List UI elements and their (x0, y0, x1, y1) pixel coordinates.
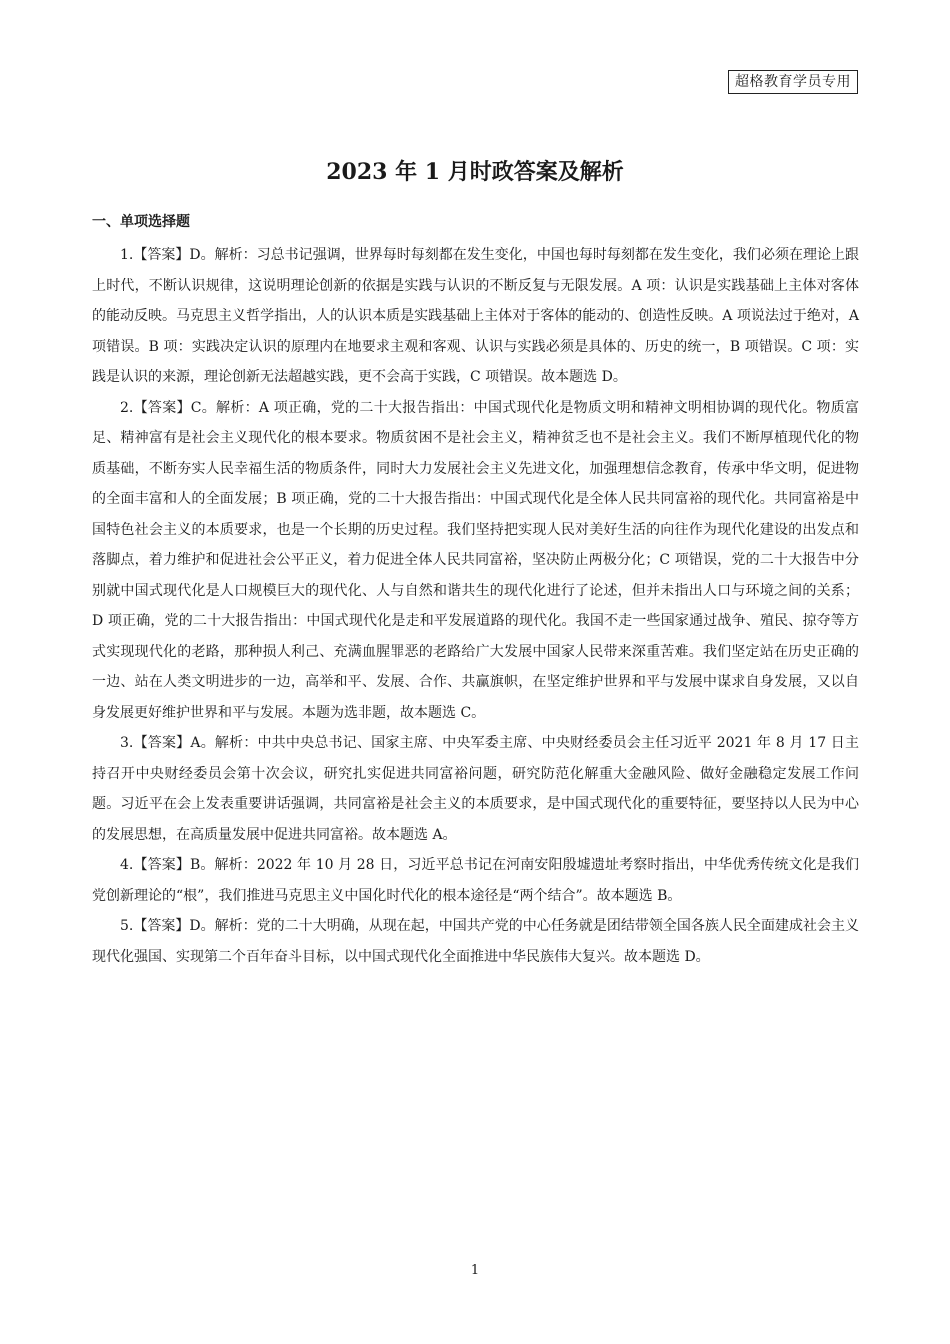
section-heading: 一、单项选择题 (92, 214, 190, 230)
answer-item-4: 4.【答案】B。解析：2022 年 10 月 28 日，习近平总书记在河南安阳殷墟遗址考察时指出，中华优秀传统文化是我们党创新理论的“根”，我们推进马克思主义中国化时代化的根本途径是“两个结合”。故本题选 B。 (92, 857, 859, 904)
answer-list (92, 240, 859, 972)
watermark-stamp: 超格教育学员专用 (728, 70, 858, 94)
answer-item-1: 1.【答案】D。解析：习总书记强调，世界每时每刻都在发生变化，中国也每时每刻都在发生变化，我们必须在理论上跟上时代，不断认识规律，这说明理论创新的依据是实践与认识的不断反复与无限发展。A 项：认识是实践基础上主体对客体的能动反映。马克思主义哲学指出，人的认识本质是实践基础上主体对于客体的能动的、创造性反映。A 项说法过于绝对，A 项错误。B 项：实践决定认识的原理内在地要求主观和客观、认识与实践必须是具体的、历史的统一，B 项错误。C 项：实践是认识的来源，理论创新无法超越实践，更不会高于实践，C 项错误。故本题选 D。 (92, 247, 859, 385)
answer-item-2: 2.【答案】C。解析：A 项正确，党的二十大报告指出：中国式现代化是物质文明和精神文明相协调的现代化。物质富足、精神富有是社会主义现代化的根本要求。物质贫困不是社会主义，精神贫乏也不是社会主义。我们不断厚植现代化的物质基础，不断夯实人民幸福生活的物质条件，同时大力发展社会主义先进文化，加强理想信念教育，传承中华文明，促进物的全面丰富和人的全面发展；B 项正确，党的二十大报告指出：中国式现代化是全体人民共同富裕的现代化。共同富裕是中国特色社会主义的本质要求，也是一个长期的历史过程。我们坚持把实现人民对美好生活的向往作为现代化建设的出发点和落脚点，着力维护和促进社会公平正义，着力促进全体人民共同富裕，坚决防止两极分化；C 项错误，党的二十大报告中分别就中国式现代化是人口规模巨大的现代化、人与自然和谐共生的现代化进行了论述，但并未指出人口与环境之间的关系；D 项正确，党的二十大报告指出：中国式现代化是走和平发展道路的现代化。我国不走一些国家通过战争、殖民、掠夺等方式实现现代化的老路，那种损人利己、充满血腥罪恶的老路给广大发展中国家人民带来深重苦难。我们坚定站在历史正确的一边、站在人类文明进步的一边，高举和平、发展、合作、共赢旗帜，在坚定维护世界和平与发展中谋求自身发展，又以自身发展更好维护世界和平与发展。本题为选非题，故本题选 C。 (92, 399, 859, 721)
page-title: 2023 年 1 月时政答案及解析 (326, 159, 624, 185)
answer-item-5: 5.【答案】D。解析：党的二十大明确，从现在起，中国共产党的中心任务就是团结带领全国各族人民全面建成社会主义现代化强国、实现第二个百年奋斗目标，以中国式现代化全面推进中华民族伟大复兴。故本题选 D。 (92, 918, 859, 965)
answer-item-3: 3.【答案】A。解析：中共中央总书记、国家主席、中央军委主席、中央财经委员会主任习近平 2021 年 8 月 17 日主持召开中央财经委员会第十次会议，研究扎实促进共同富裕问题，研究防范化解重大金融风险、做好金融稳定发展工作问题。习近平在会上发表重要讲话强调，共同富裕是社会主义的本质要求，是中国式现代化的重要特征，要坚持以人民为中心的发展思想，在高质量发展中促进共同富裕。故本题选 A。 (92, 735, 859, 843)
page-number: 1 (470, 1263, 480, 1278)
